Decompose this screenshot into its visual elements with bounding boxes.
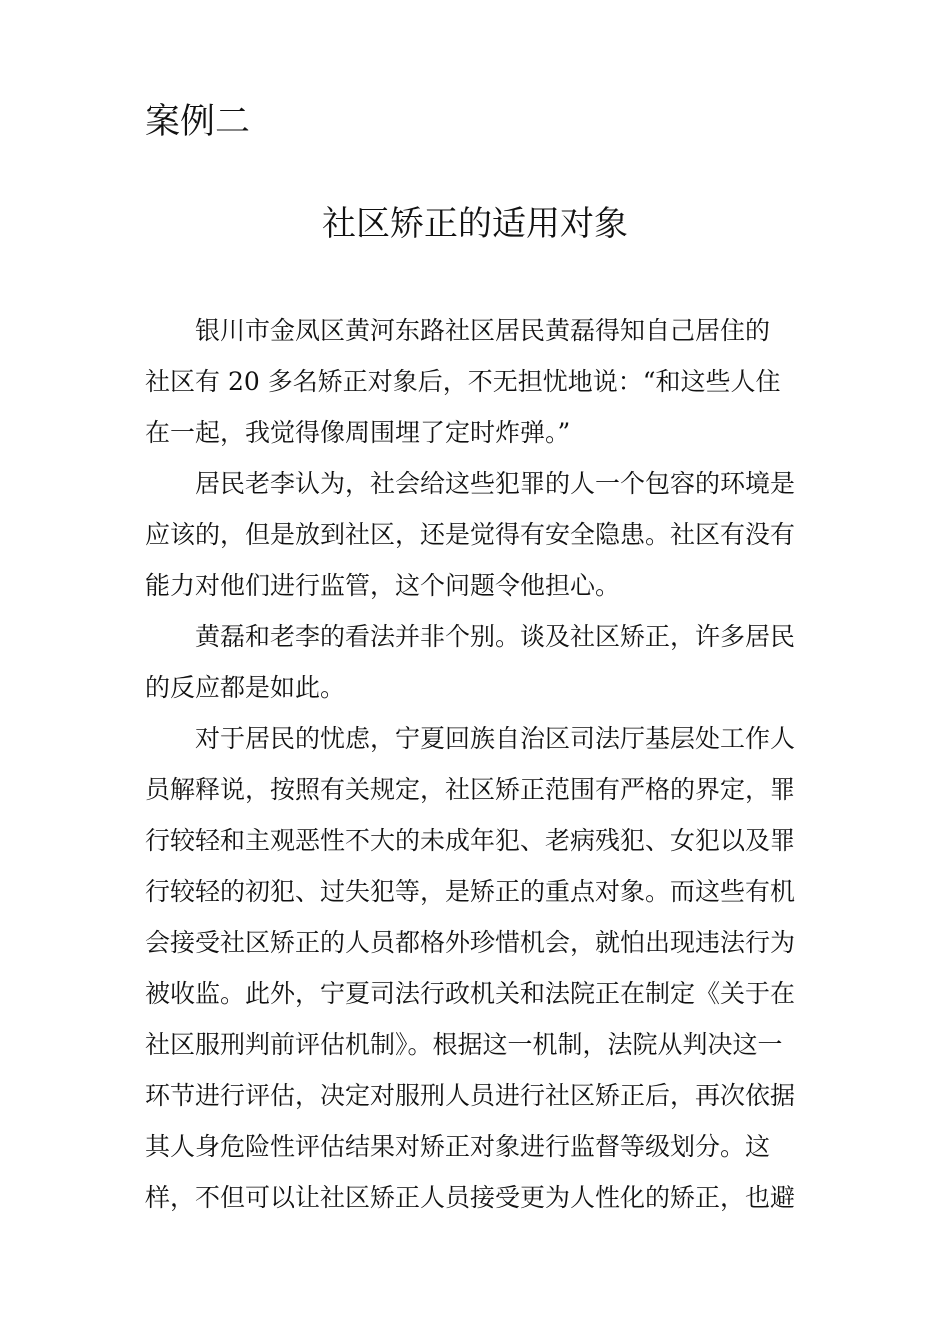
text-line: 行较轻的初犯、过失犯等，是矫正的重点对象。而这些有机: [145, 877, 796, 906]
text-line: 会接受社区矫正的人员都格外珍惜机会，就怕出现违法行为: [145, 928, 796, 957]
text-line: 员解释说，按照有关规定，社区矫正范围有严格的界定，罪: [145, 775, 796, 804]
body-text: [145, 310, 835, 1228]
text-line: 的反应都是如此。: [145, 673, 346, 702]
text-line: 样，不但可以让社区矫正人员接受更为人性化的矫正，也避: [145, 1183, 796, 1212]
text-line: 在一起，我觉得像周围埋了定时炸弹。”: [145, 418, 571, 447]
text-line: 行较轻和主观恶性不大的未成年犯、老病残犯、女犯以及罪: [145, 826, 796, 855]
text-line: 能力对他们进行监管，这个问题令他担心。: [145, 571, 621, 600]
text-line: 对于居民的忧虑，宁夏回族自治区司法厅基层处工作人: [195, 724, 796, 753]
case-label: 案例二: [145, 102, 251, 142]
text-line: 社区有 20 多名矫正对象后，不无担忧地说：“和这些人住: [145, 367, 781, 396]
text-line: 社区服刑判前评估机制》。根据这一机制，法院从判决这一: [145, 1030, 783, 1059]
text-line: 应该的，但是放到社区，还是觉得有安全隐患。社区有没有: [145, 520, 796, 549]
text-line: 银川市金凤区黄河东路社区居民黄磊得知自己居住的: [195, 316, 771, 345]
text-line: 环节进行评估，决定对服刑人员进行社区矫正后，再次依据: [145, 1081, 796, 1110]
text-line: 其人身危险性评估结果对矫正对象进行监督等级划分。这: [145, 1132, 771, 1161]
text-line: 居民老李认为，社会给这些犯罪的人一个包容的环境是: [195, 469, 796, 498]
document-title: 社区矫正的适用对象: [322, 204, 628, 244]
text-line: 黄磊和老李的看法并非个别。谈及社区矫正，许多居民: [195, 622, 796, 651]
text-line: 被收监。此外，宁夏司法行政机关和法院正在制定《关于在: [145, 979, 796, 1008]
